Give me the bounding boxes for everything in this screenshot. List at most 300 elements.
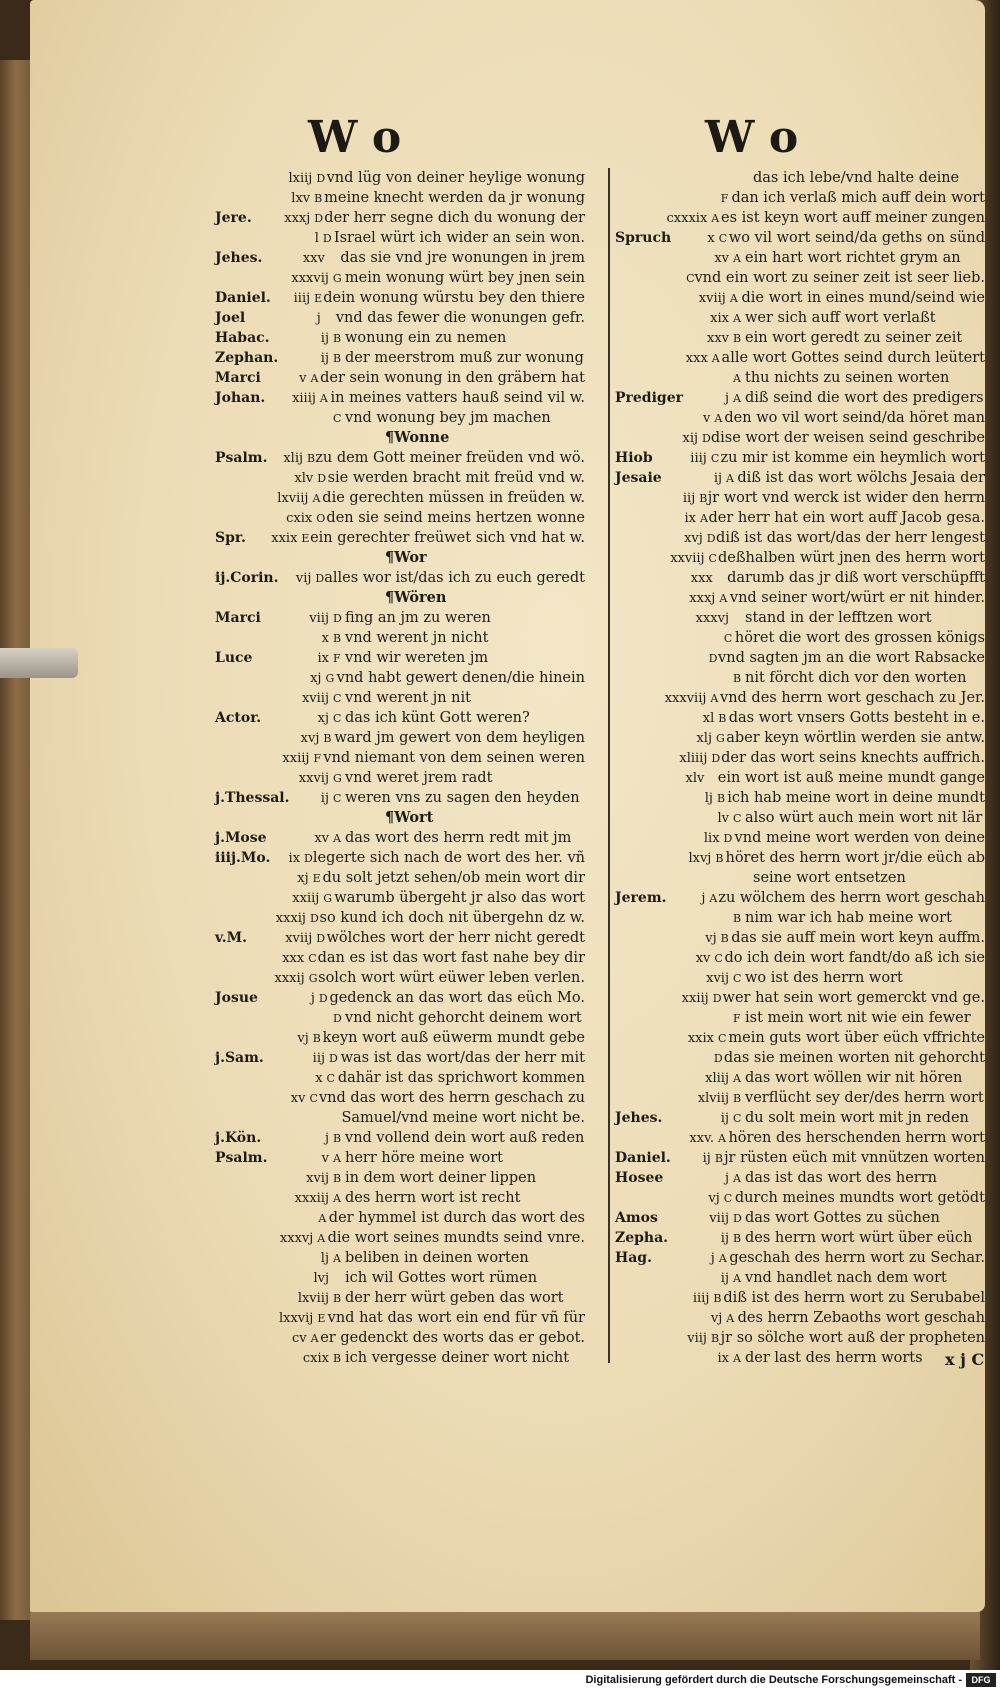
chapter-numeral: xxix bbox=[271, 531, 298, 546]
entry-text: weren vns zu sagen den heyden bbox=[345, 790, 580, 806]
entry-text: jr wort vnd werck ist wider den herrn bbox=[707, 490, 985, 506]
section-letter: B bbox=[714, 1152, 723, 1165]
section-letter: D bbox=[309, 912, 319, 925]
chapter-numeral: vj bbox=[297, 1031, 309, 1046]
index-entry bbox=[215, 888, 585, 908]
chapter-numeral: cv bbox=[291, 1331, 307, 1346]
index-entry bbox=[215, 228, 585, 248]
chapter-numeral: iiij bbox=[293, 291, 311, 306]
section-letter: C bbox=[708, 552, 717, 565]
chapter-numeral: ix bbox=[288, 851, 301, 866]
chapter-numeral: viij bbox=[709, 1211, 729, 1226]
section-letter: A bbox=[733, 1352, 741, 1365]
index-entry bbox=[215, 388, 585, 408]
chapter-numeral: xv bbox=[695, 951, 711, 966]
entry-text: der last des herrn worts bbox=[745, 1350, 923, 1366]
index-entry bbox=[215, 1168, 585, 1188]
entry-text: keyn wort auß eüwerm mundt gebe bbox=[322, 1030, 585, 1046]
index-entry bbox=[215, 508, 585, 528]
index-entry bbox=[215, 608, 585, 628]
chapter-numeral: xxviij bbox=[670, 551, 705, 566]
entry-text: wo vil wort seind/da geths on sünd bbox=[728, 230, 985, 246]
index-entry bbox=[215, 408, 585, 428]
entry-text: so kund ich doch nit übergehn dz w. bbox=[319, 910, 585, 926]
book-reference: Jerem. bbox=[615, 890, 667, 906]
index-entry bbox=[215, 248, 585, 268]
chapter-numeral: xxxvj bbox=[695, 611, 729, 626]
chapter-numeral: v bbox=[321, 1151, 329, 1166]
section-letter: A bbox=[319, 392, 328, 405]
entry-text: dahär ist das sprichwort kommen bbox=[337, 1070, 585, 1086]
entry-text: legerte sich nach de wort des her. vñ bbox=[312, 850, 585, 866]
index-entry bbox=[215, 288, 585, 308]
book-reference: Jesaie bbox=[615, 470, 662, 486]
index-entry bbox=[215, 1048, 585, 1068]
section-letter: F bbox=[720, 192, 729, 205]
chapter-numeral: xxiij bbox=[292, 891, 320, 906]
section-letter: C bbox=[733, 1112, 742, 1125]
section-letter: F bbox=[313, 752, 322, 765]
index-entry bbox=[615, 1128, 985, 1148]
entry-text: diß seind die wort des predigers bbox=[745, 390, 984, 406]
section-letter: G bbox=[333, 772, 342, 785]
index-entry bbox=[215, 488, 585, 508]
section-letter: A bbox=[333, 832, 341, 845]
book-reference: j.Thessal. bbox=[215, 790, 290, 806]
chapter-numeral: ij bbox=[320, 351, 329, 366]
chapter-numeral: j bbox=[710, 1251, 715, 1266]
section-letter: A bbox=[733, 372, 741, 385]
section-letter: A bbox=[733, 1172, 741, 1185]
section-letter: D bbox=[711, 752, 721, 765]
section-letter: A bbox=[312, 492, 321, 505]
entry-text: des herrn wort ist recht bbox=[345, 1190, 521, 1206]
entry-text: zu dem Gott meiner freüden vnd wö. bbox=[315, 450, 585, 466]
entry-text: der herr würt geben das wort bbox=[345, 1290, 564, 1306]
book-reference: Psalm. bbox=[215, 450, 268, 466]
book-reference: j.Mose bbox=[215, 830, 267, 846]
book-reference: Luce bbox=[215, 650, 253, 666]
entry-text: alles wor ist/das ich zu euch geredt bbox=[324, 570, 585, 586]
index-entry bbox=[215, 1148, 585, 1168]
chapter-numeral: xv bbox=[314, 831, 329, 846]
section-letter: C bbox=[333, 412, 342, 425]
section-letter: A bbox=[733, 252, 741, 265]
index-entry bbox=[615, 388, 985, 408]
entry-text: meine knecht werden da jr wonung bbox=[324, 190, 585, 206]
entry-text: wölches wort der herr nicht geredt bbox=[326, 930, 585, 946]
section-letter: B bbox=[720, 932, 729, 945]
index-entry bbox=[215, 168, 585, 188]
entry-text: thu nichts zu seinen worten bbox=[745, 370, 950, 386]
index-entry bbox=[215, 688, 585, 708]
section-letter: D bbox=[712, 992, 722, 1005]
index-entry bbox=[615, 268, 985, 288]
signature-mark: x j C bbox=[945, 1350, 985, 1369]
entry-text: solch wort würt eüwer leben verlen. bbox=[318, 970, 585, 986]
entry-text: ¶Wonne bbox=[385, 429, 450, 446]
entry-text: vnd das fewer die wonungen gefr. bbox=[335, 310, 585, 326]
chapter-numeral: xxxij bbox=[275, 911, 306, 926]
entry-text: des herrn Zebaoths wort geschah bbox=[737, 1310, 986, 1326]
index-entry bbox=[615, 248, 985, 268]
chapter-numeral: xj bbox=[297, 871, 309, 886]
section-letter: C bbox=[714, 952, 723, 965]
entry-text: der sein wonung in den gräbern hat bbox=[320, 370, 585, 386]
index-entry bbox=[615, 408, 985, 428]
book-reference: Prediger bbox=[615, 390, 683, 406]
book-reference: Psalm. bbox=[215, 1150, 268, 1166]
chapter-numeral: cxix bbox=[302, 1351, 329, 1366]
section-letter: B bbox=[699, 492, 708, 505]
entry-text: stand in der lefftzen wort bbox=[745, 610, 932, 626]
chapter-numeral: xj bbox=[317, 711, 329, 726]
section-letter: C bbox=[333, 692, 342, 705]
section-letter: A bbox=[718, 1252, 727, 1265]
section-letter: A bbox=[718, 1132, 726, 1145]
section-letter: B bbox=[323, 732, 332, 745]
entry-text: der herr segne dich du wonung der bbox=[324, 210, 585, 226]
chapter-numeral: j bbox=[316, 311, 321, 326]
index-entry bbox=[215, 1208, 585, 1228]
book-reference: Spruch bbox=[615, 230, 672, 246]
book-reference: Actor. bbox=[215, 710, 262, 726]
index-entry bbox=[615, 1308, 985, 1328]
index-entry bbox=[615, 628, 985, 648]
index-entry bbox=[215, 1088, 585, 1108]
entry-text: wo ist des herrn wort bbox=[745, 970, 903, 986]
entry-text: vnd vollend dein wort auß reden bbox=[345, 1130, 585, 1146]
chapter-numeral: vj bbox=[705, 931, 717, 946]
book-reference: Habac. bbox=[215, 330, 270, 346]
entry-text: seine wort entsetzen bbox=[753, 870, 906, 886]
index-entry bbox=[215, 468, 585, 488]
book-reference: Amos bbox=[615, 1210, 658, 1226]
chapter-numeral: xxxiij bbox=[294, 1191, 329, 1206]
index-heading bbox=[215, 548, 585, 568]
section-letter: E bbox=[317, 1312, 326, 1325]
section-letter: D bbox=[304, 852, 313, 865]
index-entry bbox=[215, 928, 585, 948]
entry-text: vnd werent jn nit bbox=[345, 690, 471, 706]
section-letter: F bbox=[333, 652, 341, 665]
chapter-numeral: j bbox=[724, 391, 729, 406]
section-letter: C bbox=[718, 232, 728, 245]
index-entry bbox=[615, 608, 985, 628]
section-letter: C bbox=[717, 1032, 727, 1045]
index-entry bbox=[215, 868, 585, 888]
chapter-numeral: vj bbox=[710, 1311, 723, 1326]
running-head-left: Wo bbox=[308, 112, 420, 163]
book-reference: j.Sam. bbox=[215, 1050, 264, 1066]
section-letter: C bbox=[686, 272, 695, 285]
chapter-numeral: xviij bbox=[285, 931, 313, 946]
chapter-numeral: ix bbox=[317, 651, 329, 666]
section-letter: B bbox=[333, 332, 342, 345]
entry-text: vnd habt gewert denen/die hinein bbox=[336, 670, 585, 686]
section-letter: A bbox=[711, 352, 720, 365]
index-entry bbox=[615, 1068, 985, 1088]
chapter-numeral: xxx bbox=[690, 571, 713, 586]
chapter-numeral: l bbox=[314, 231, 319, 246]
entry-text: also würt auch mein wort nit lär bbox=[745, 810, 983, 826]
entry-text: das wort des herrn redt mit jm bbox=[345, 830, 572, 846]
section-letter: O bbox=[316, 512, 326, 525]
index-entry bbox=[615, 448, 985, 468]
chapter-numeral: xj bbox=[310, 671, 322, 686]
index-entry bbox=[615, 1108, 985, 1128]
chapter-numeral: xvj bbox=[684, 531, 703, 546]
index-entry bbox=[615, 728, 985, 748]
index-entry bbox=[215, 1188, 585, 1208]
chapter-numeral: v bbox=[703, 411, 711, 426]
section-letter: F bbox=[733, 1012, 741, 1025]
chapter-numeral: iiij bbox=[692, 1291, 710, 1306]
entry-text: mein guts wort über eüch vffrichte bbox=[728, 1030, 985, 1046]
index-entry bbox=[615, 368, 985, 388]
section-letter: B bbox=[333, 1132, 342, 1145]
section-letter: B bbox=[307, 452, 316, 465]
chapter-numeral: xxiij bbox=[282, 751, 310, 766]
chapter-numeral: cxxxix bbox=[666, 211, 708, 226]
entry-text: das wort wöllen wir nit hören bbox=[745, 1070, 963, 1086]
chapter-numeral: xvj bbox=[300, 731, 320, 746]
entry-text: vnd wir wereten jm bbox=[345, 650, 489, 666]
chapter-numeral: ix bbox=[717, 1351, 729, 1366]
entry-text: vnd weret jrem radt bbox=[345, 770, 493, 786]
index-entry bbox=[615, 668, 985, 688]
index-entry bbox=[215, 1108, 585, 1128]
index-entry bbox=[215, 348, 585, 368]
chapter-numeral: xvij bbox=[306, 1171, 329, 1186]
section-letter: D bbox=[723, 832, 733, 845]
entry-text: vnd lüg von deiner heylige wonung bbox=[326, 170, 585, 186]
column-rule bbox=[608, 168, 610, 1363]
chapter-numeral: xxxij bbox=[274, 971, 305, 986]
chapter-numeral: xlj bbox=[696, 731, 712, 746]
entry-text: den sie seind meins hertzen wonne bbox=[326, 510, 585, 526]
entry-text: höret die wort des grossen königs bbox=[734, 630, 985, 646]
chapter-numeral: xxv bbox=[706, 331, 729, 346]
chapter-numeral: xxx bbox=[282, 951, 305, 966]
chapter-numeral: lxxvij bbox=[278, 1311, 314, 1326]
entry-text: vnd seiner wort/würt er nit hinder. bbox=[729, 590, 985, 606]
entry-text: ¶Wören bbox=[385, 589, 447, 606]
section-letter: D bbox=[316, 172, 326, 185]
index-entry bbox=[615, 288, 985, 308]
entry-text: ist mein wort nit wie ein fewer bbox=[745, 1010, 971, 1026]
index-entry bbox=[615, 1348, 985, 1368]
section-letter: E bbox=[314, 292, 323, 305]
entry-text: wer sich auff wort verlaßt bbox=[745, 310, 936, 326]
chapter-numeral: xxxvj bbox=[279, 1231, 314, 1246]
book-reference: Hiob bbox=[615, 450, 653, 466]
index-entry bbox=[615, 1168, 985, 1188]
entry-text: dan ich verlaß mich auff dein wort bbox=[731, 190, 985, 206]
chapter-numeral: xv bbox=[290, 1091, 306, 1106]
entry-text: jr rüsten eüch mit vnnützen worten bbox=[724, 1150, 985, 1166]
chapter-numeral: viij bbox=[687, 1331, 707, 1346]
chapter-numeral: ij bbox=[320, 791, 329, 806]
section-letter: G bbox=[325, 672, 335, 685]
index-entry bbox=[615, 548, 985, 568]
book-reference: Joel bbox=[215, 310, 246, 326]
entry-text: vnd handlet nach dem wort bbox=[745, 1270, 947, 1286]
index-entry bbox=[615, 1148, 985, 1168]
section-letter: A bbox=[699, 512, 708, 525]
chapter-numeral: xl bbox=[702, 711, 715, 726]
chapter-numeral: xxxj bbox=[284, 211, 311, 226]
chapter-numeral: xix bbox=[710, 311, 729, 326]
entry-text: vnd des herrn wort geschach zu Jer. bbox=[720, 690, 985, 706]
section-letter: A bbox=[719, 592, 728, 605]
entry-text: wer hat sein wort gemerckt vnd ge. bbox=[722, 990, 985, 1006]
entry-text: sie werden bracht mit freüd vnd w. bbox=[327, 470, 585, 486]
section-letter: D bbox=[333, 1012, 342, 1025]
entry-text: wonung ein zu nemen bbox=[345, 330, 507, 346]
index-heading bbox=[215, 428, 585, 448]
section-letter: A bbox=[726, 472, 734, 485]
entry-text: ¶Wor bbox=[385, 549, 427, 566]
entry-text: vnd meine wort werden von deine bbox=[734, 830, 985, 846]
entry-text: vnd ein wort zu seiner zeit ist seer lieb. bbox=[694, 270, 985, 286]
entry-text: warumb übergeht jr also das wort bbox=[334, 890, 585, 906]
section-letter: B bbox=[716, 792, 726, 805]
book-reference: iiij.Mo. bbox=[215, 850, 271, 866]
chapter-numeral: lvj bbox=[313, 1271, 329, 1286]
index-entry bbox=[615, 828, 985, 848]
entry-text: das ist das wort des herrn bbox=[745, 1170, 938, 1186]
chapter-numeral: ix bbox=[684, 511, 696, 526]
index-entry bbox=[615, 988, 985, 1008]
chapter-numeral: lxiij bbox=[288, 171, 313, 186]
index-entry bbox=[215, 1308, 585, 1328]
section-letter: B bbox=[733, 672, 742, 685]
index-entry bbox=[615, 908, 985, 928]
index-entry bbox=[215, 788, 585, 808]
index-entry bbox=[615, 1208, 985, 1228]
section-letter: C bbox=[733, 972, 742, 985]
entry-text: der hymmel ist durch das wort des bbox=[328, 1210, 585, 1226]
chapter-numeral: lxv bbox=[291, 191, 311, 206]
index-entry bbox=[215, 968, 585, 988]
chapter-numeral: xliiij bbox=[679, 751, 708, 766]
index-entry bbox=[215, 908, 585, 928]
index-entry bbox=[615, 688, 985, 708]
chapter-numeral: viij bbox=[309, 611, 329, 626]
section-letter: C bbox=[326, 1072, 335, 1085]
chapter-numeral: lv bbox=[717, 811, 729, 826]
chapter-numeral: lxviij bbox=[277, 491, 309, 506]
section-letter: A bbox=[714, 412, 723, 425]
index-entry bbox=[615, 868, 985, 888]
section-letter: D bbox=[333, 612, 342, 625]
index-entry bbox=[615, 968, 985, 988]
section-letter: E bbox=[312, 872, 321, 885]
index-entry bbox=[215, 768, 585, 788]
section-letter: D bbox=[702, 432, 711, 445]
entry-text: du solt jetzt sehen/ob mein wort dir bbox=[322, 870, 585, 886]
section-letter: A bbox=[726, 1312, 735, 1325]
entry-text: fing an jm zu weren bbox=[345, 610, 491, 626]
section-letter: A bbox=[733, 1072, 741, 1085]
chapter-numeral: x bbox=[707, 231, 715, 246]
book-reference: Jere. bbox=[215, 210, 252, 226]
chapter-numeral: xv bbox=[714, 251, 729, 266]
entry-text: hören des herschenden herrn wort bbox=[728, 1130, 985, 1146]
entry-text: das wort Gottes zu süchen bbox=[745, 1210, 940, 1226]
index-entry bbox=[215, 368, 585, 388]
index-entry bbox=[215, 1328, 585, 1348]
chapter-numeral: xlv bbox=[685, 771, 705, 786]
index-entry bbox=[215, 528, 585, 548]
chapter-numeral: iij bbox=[312, 1051, 326, 1066]
chapter-numeral: xxxvij bbox=[291, 271, 329, 286]
entry-text: ich hab meine wort in deine mundt bbox=[727, 790, 985, 806]
book-reference: Jehes. bbox=[215, 250, 263, 266]
entry-text: ein wort ist auß meine mundt gange bbox=[717, 770, 985, 786]
entry-text: vnd wonung bey jm machen bbox=[345, 410, 551, 426]
section-letter: D bbox=[317, 472, 327, 485]
section-letter: D bbox=[733, 1212, 742, 1225]
entry-text: diß ist das wort/das der herr lengest bbox=[716, 530, 985, 546]
entry-text: alle wort Gottes seind durch leütert bbox=[721, 350, 985, 366]
entry-text: Israel würt ich wider an sein won. bbox=[333, 230, 585, 246]
section-letter: B bbox=[333, 352, 342, 365]
entry-text: deßhalben würt jnen des herrn wort bbox=[717, 550, 985, 566]
chapter-numeral: vij bbox=[295, 571, 312, 586]
index-entry bbox=[215, 1288, 585, 1308]
section-letter: A bbox=[333, 1252, 341, 1265]
dfg-logo: DFG bbox=[966, 1673, 996, 1687]
book-reference: Spr. bbox=[215, 530, 246, 546]
bookmark-tab bbox=[0, 648, 78, 678]
index-entry bbox=[215, 1268, 585, 1288]
index-entry bbox=[615, 528, 985, 548]
index-entry bbox=[215, 1028, 585, 1048]
index-entry bbox=[215, 328, 585, 348]
entry-text: das sie auff mein wort keyn auffm. bbox=[731, 930, 985, 946]
entry-text: dise wort der weisen seind geschribe bbox=[710, 430, 985, 446]
entry-text: vnd niemant von dem seinen weren bbox=[323, 750, 585, 766]
index-entry bbox=[215, 308, 585, 328]
entry-text: höret des herrn wort jr/die eüch ab bbox=[725, 850, 985, 866]
index-entry bbox=[615, 1288, 985, 1308]
section-letter: B bbox=[333, 1172, 342, 1185]
section-letter: D bbox=[329, 1052, 338, 1065]
chapter-numeral: ij bbox=[720, 1231, 729, 1246]
index-column-right bbox=[615, 168, 985, 1368]
entry-text: die wort seines mundts seind vnre. bbox=[327, 1230, 585, 1246]
chapter-numeral: lj bbox=[704, 791, 713, 806]
entry-text: des herrn wort würt über eüch bbox=[745, 1230, 973, 1246]
entry-text: ich wil Gottes wort rümen bbox=[345, 1270, 538, 1286]
entry-text: vnd werent jn nicht bbox=[345, 630, 489, 646]
chapter-numeral: xxiij bbox=[681, 991, 709, 1006]
section-letter: C bbox=[333, 792, 342, 805]
index-entry bbox=[215, 748, 585, 768]
section-letter: C bbox=[723, 632, 733, 645]
section-letter: C bbox=[309, 1092, 318, 1105]
index-entry bbox=[215, 708, 585, 728]
entry-text: die gerechten müssen in freüden w. bbox=[322, 490, 586, 506]
entry-text: es ist keyn wort auff meiner zungen bbox=[721, 210, 986, 226]
index-entry bbox=[615, 1228, 985, 1248]
entry-text: zu wölchem des herrn wort geschah bbox=[718, 890, 985, 906]
chapter-numeral: xxx bbox=[685, 351, 708, 366]
section-letter: B bbox=[710, 1332, 720, 1345]
section-letter: A bbox=[310, 372, 319, 385]
